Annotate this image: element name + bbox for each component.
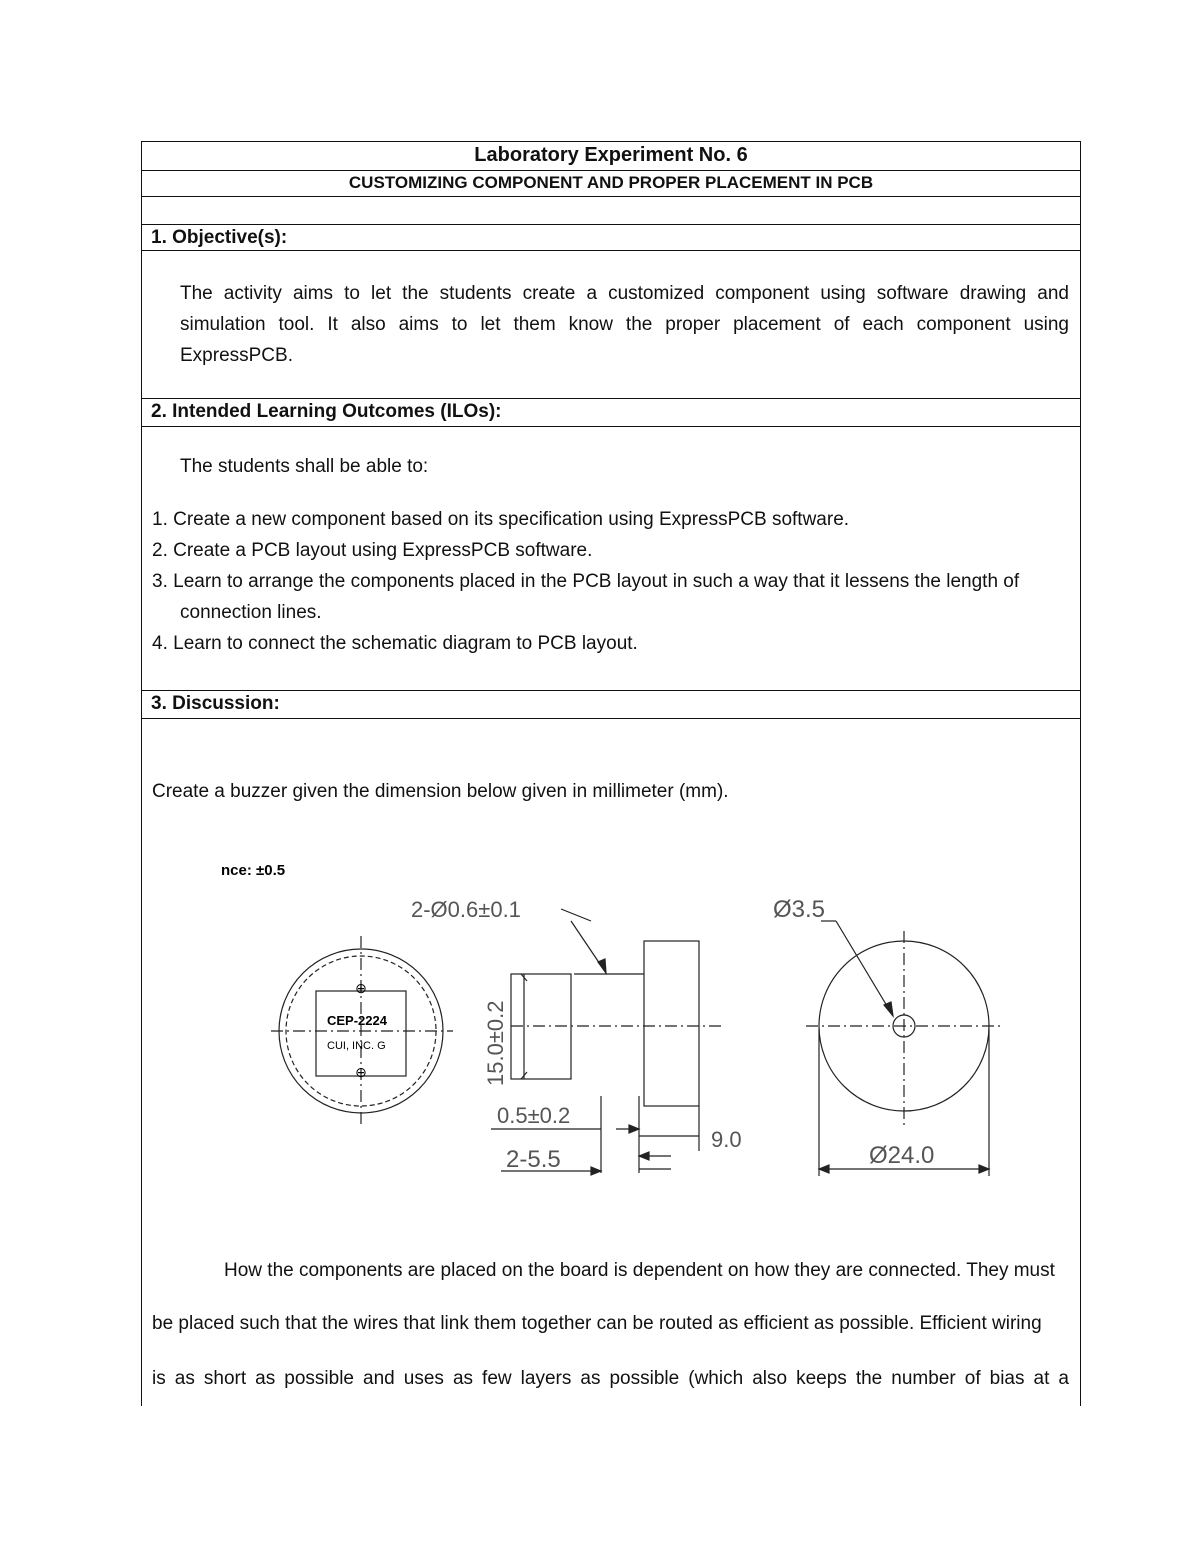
ilo-item-4: 4. Learn to connect the schematic diagram to PCB layout. [152, 633, 638, 654]
pin-spacing-dim: 15.0±0.2 [483, 1000, 508, 1086]
rule [141, 398, 1081, 399]
ilo-item-1: 1. Create a new component based on its specification using ExpressPCB software. [152, 509, 850, 530]
pin-length-dim: 0.5±0.2 [497, 1103, 571, 1128]
page-subtitle: CUSTOMIZING COMPONENT AND PROPER PLACEMENT IN PCB [348, 173, 874, 192]
ilo-item-2: 2. Create a PCB layout using ExpressPCB software. [152, 540, 593, 561]
discussion-line-2: be placed such that the wires that link them together can be routed as efficient as possible. Efficient wiring [152, 1313, 1042, 1334]
plus-terminal: ⊕ [355, 980, 367, 996]
rule [141, 690, 1081, 691]
part-number: CEP-2224 [327, 1013, 387, 1028]
buzzer-dimension-drawing [221, 851, 1021, 1191]
objectives-text: The activity aims to let the students create a customized component using software drawing and simulation tool. It also aims to let them know the proper placement of each component using ExpressPCB. [180, 283, 1069, 366]
pin-diameter-dim: 2-Ø0.6±0.1 [411, 897, 521, 922]
page-title: Laboratory Experiment No. 6 [474, 144, 748, 166]
ilo-item-3-cont: connection lines. [180, 602, 322, 623]
rule [141, 426, 1081, 427]
hole-diameter-dim: Ø3.5 [773, 896, 826, 923]
ilo-item-3: 3. Learn to arrange the components placed in the PCB layout in such a way that it lessens the length of [152, 571, 1020, 592]
manufacturer: CUI, INC. G [327, 1040, 386, 1052]
discussion-line-3: is as short as possible and uses as few layers as possible (which also keeps the number of bias at a [152, 1368, 1069, 1389]
discussion-line-1: How the components are placed on the board is dependent on how they are connected. They must [224, 1260, 1055, 1281]
height-dim: 9.0 [711, 1127, 742, 1152]
tolerance-note: nce: ±0.5 [221, 862, 286, 879]
objectives-heading: 1. Objective(s): [151, 227, 288, 248]
rule [141, 718, 1081, 719]
body-diameter-dim: Ø24.0 [869, 1142, 935, 1169]
ilos-intro: The students shall be able to: [180, 456, 429, 477]
rule [141, 250, 1081, 251]
rule [141, 141, 1081, 142]
left-border [141, 141, 142, 1406]
discussion-heading: 3. Discussion: [151, 693, 280, 714]
minus-terminal: ⊖ [355, 1064, 367, 1080]
ilos-heading: 2. Intended Learning Outcomes (ILOs): [151, 401, 502, 422]
lead-length-dim: 2-5.5 [506, 1146, 561, 1173]
rule [141, 224, 1081, 225]
discussion-instruction: Create a buzzer given the dimension below given in millimeter (mm). [152, 781, 729, 802]
rule [141, 196, 1081, 197]
right-border [1080, 141, 1081, 1406]
rule [141, 170, 1081, 171]
